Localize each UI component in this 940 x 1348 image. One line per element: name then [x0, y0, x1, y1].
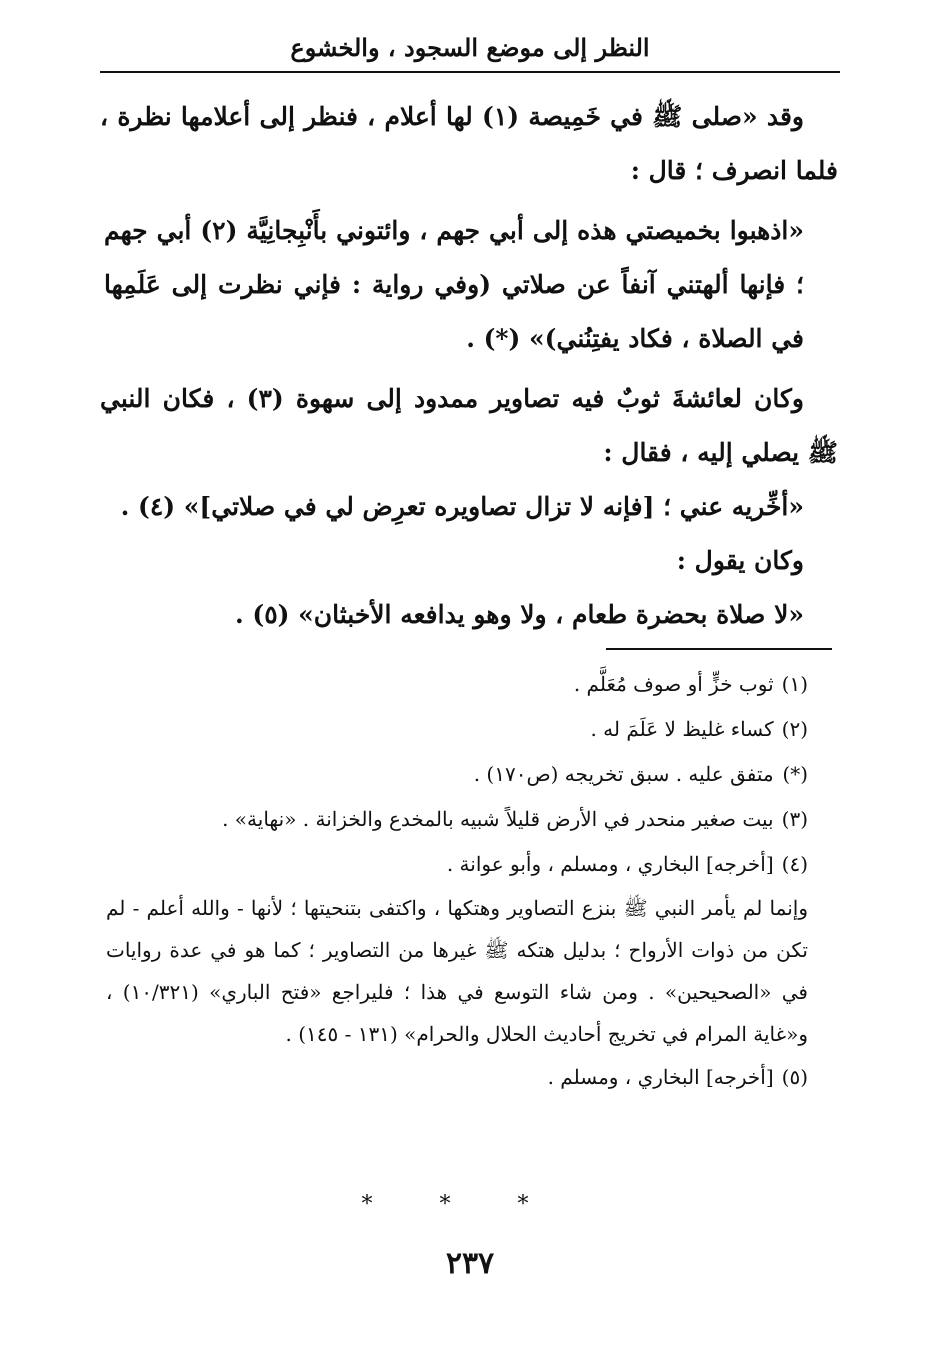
footnote-text: كساء غليظ لا عَلَمَ له .	[590, 717, 774, 741]
hadith-quote-2: «أخِّريه عني ؛ [فإنه لا تزال تصاويره تعرِض لي في صلاتي]» (٤) .	[120, 492, 804, 521]
running-head: النظر إلى موضع السجود ، والخشوع	[290, 33, 650, 62]
hadith-quote-3: «لا صلاة بحضرة طعام ، ولا وهو يدافعه الأخبثان» (٥) .	[234, 600, 804, 629]
footnote-text: متفق عليه . سبق تخريجه (ص١٧٠) .	[473, 762, 774, 786]
section-divider-stars: * * *	[361, 1192, 559, 1217]
paragraph-3: وكان يقول :	[676, 546, 804, 575]
footnote-2	[106, 707, 836, 752]
footnote-text: [أخرجه] البخاري ، ومسلم .	[547, 1065, 774, 1089]
footnotes	[106, 662, 836, 1100]
header-rule	[100, 71, 840, 73]
paragraph-2: وكان لعائشةَ ثوبٌ فيه تصاوير ممدود إلى سهوة (٣) ، فكان النبي ﷺ يصلي إليه ، فقال :	[100, 384, 838, 467]
footnote-number: (*)	[782, 762, 808, 786]
footnote-number: (٥)	[781, 1065, 808, 1089]
main-text	[100, 90, 838, 642]
footnote-5	[106, 1055, 836, 1100]
hadith-quote-1: «اذهبوا بخميصتي هذه إلى أبي جهم ، وائتوني بأَنْبِجانِيَّة (٢) أبي جهم ؛ فإنها ألهتني آنفاً عن صلاتي (وفي رواية : فإني نظرت إلى عَلَمِها في الصلاة ، فكاد يفتِنُني)» (*) .	[104, 216, 804, 353]
footnote-3	[106, 797, 836, 842]
page-number: ٢٣٧	[445, 1246, 495, 1281]
footnote-4	[106, 842, 836, 887]
footnote-text: بيت صغير منحدر في الأرض قليلاً شبيه بالمخدع والخزانة . «نهاية» .	[222, 807, 774, 831]
footnote-rule	[606, 648, 832, 650]
footnote-star	[106, 752, 836, 797]
footnote-number: (١)	[781, 672, 808, 696]
footnote-text: [أخرجه] البخاري ، ومسلم ، وأبو عوانة .	[446, 852, 774, 876]
footnote-text: ثوب خزٍّ أو صوف مُعَلَّم .	[573, 672, 774, 696]
footnote-4-commentary: وإنما لم يأمر النبي ﷺ بنزع التصاوير وهتكها ، واكتفى بتنحيتها ؛ لأنها - والله أعلم - لم تكن من ذوات الأرواح ؛ بدليل هتكه ﷺ غيرها من التصاوير ؛ كما هو في عدة روايات في «الصحيحين» . ومن شاء التوسع في هذا ؛ فليراجع «فتح الباري» (١٠/٣٢١) ، و«غاية المرام في تخريج أحاديث الحلال والحرام» (١٣١ - ١٤٥) .	[106, 896, 808, 1046]
footnote-number: (٣)	[781, 807, 808, 831]
footnote-number: (٤)	[781, 852, 808, 876]
footnote-number: (٢)	[781, 717, 808, 741]
footnote-1	[106, 662, 836, 707]
paragraph-1: وقد «صلى ﷺ في خَمِيصة (١) لها أعلام ، فنظر إلى أعلامها نظرة ، فلما انصرف ؛ قال :	[100, 102, 838, 185]
